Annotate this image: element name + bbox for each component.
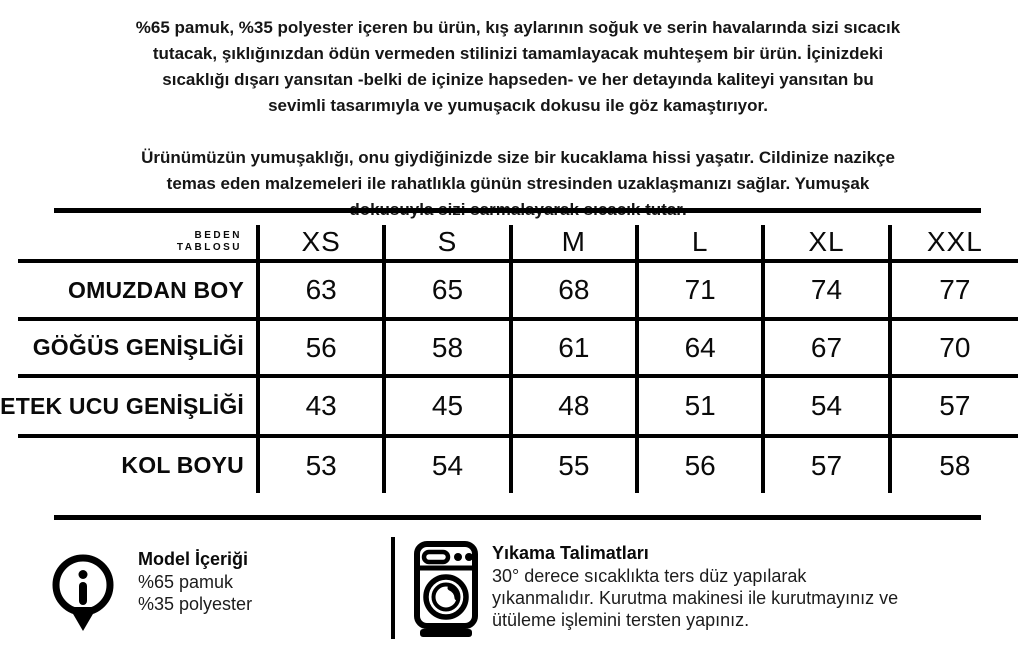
- model-info-block: [138, 547, 252, 615]
- column-header-xxl: XXL: [892, 225, 1018, 263]
- table-top-rule: [54, 208, 981, 213]
- table-cell: 68: [513, 263, 639, 321]
- table-cell: 61: [513, 321, 639, 378]
- info-pin-icon: [52, 552, 114, 640]
- paragraph-line: sevimli tasarımıyla ve yumuşacık dokusu ile göz kamaştırıyor.: [268, 96, 768, 115]
- model-info-line: %35 polyester: [138, 594, 253, 614]
- table-cell: 53: [260, 438, 386, 493]
- row-label-omuzdan-boy: OMUZDAN BOY: [18, 263, 260, 321]
- row-label-kol-boyu: KOL BOYU: [18, 438, 260, 493]
- table-cell: 57: [892, 378, 1018, 438]
- table-cell: 64: [639, 321, 765, 378]
- paragraph-line: temas eden malzemeleri ile rahatlıkla günün stresinden uzaklaşmanızı sağlar. Yumuşak: [166, 174, 870, 193]
- table-cell: 43: [260, 378, 386, 438]
- table-cell: 55: [513, 438, 639, 493]
- description-paragraph-1: [0, 15, 1036, 119]
- row-label-etek-ucu-genisligi: ETEK UCU GENİŞLİĞİ: [18, 378, 260, 438]
- table-cell: 51: [639, 378, 765, 438]
- column-header-xs: XS: [260, 225, 386, 263]
- table-cell: 74: [765, 263, 891, 321]
- table-cell: 54: [386, 438, 512, 493]
- paragraph-line: %65 pamuk, %35 polyester içeren bu ürün, kış aylarının soğuk ve serin havalarında sizi sıcacık: [135, 18, 901, 37]
- paragraph-line: tutacak, şıklığınızdan ödün vermeden stilinizi tamamlayacak muhteşem bir ürün. İçinizdeki: [152, 44, 884, 63]
- column-header-xl: XL: [765, 225, 891, 263]
- row-label-gogus-genisligi: GÖĞÜS GENİŞLİĞİ: [18, 321, 260, 378]
- table-cell: 63: [260, 263, 386, 321]
- size-table-corner-text: BEDEN TABLOSU: [176, 230, 242, 253]
- table-cell: 56: [639, 438, 765, 493]
- table-cell: 45: [386, 378, 512, 438]
- washing-machine-icon: [414, 541, 478, 639]
- column-header-m: M: [513, 225, 639, 263]
- footer-vertical-divider: [391, 537, 395, 639]
- table-cell: 58: [939, 449, 971, 481]
- size-table: [0, 225, 1018, 493]
- table-cell: 58: [386, 321, 512, 378]
- table-cell: 48: [513, 378, 639, 438]
- washing-instructions-block: [492, 541, 932, 631]
- table-cell: 71: [639, 263, 765, 321]
- table-bottom-rule: [54, 515, 981, 520]
- table-cell: 54: [765, 378, 891, 438]
- column-header-s: S: [386, 225, 512, 263]
- model-info-title: Model İçeriği: [138, 549, 249, 569]
- washing-instructions-title: Yıkama Talimatları: [492, 543, 649, 563]
- model-info-line: %65 pamuk: [138, 572, 234, 592]
- table-cell: 70: [892, 321, 1018, 378]
- washing-instructions-line: ütüleme işlemini tersten yapınız.: [492, 610, 750, 630]
- washing-instructions-line: yıkanmalıdır. Kurutma makinesi ile kurutmayınız ve: [492, 588, 899, 608]
- paragraph-line: Ürünümüzün yumuşaklığı, onu giydiğinizde size bir kucaklama hissi yaşatır. Cildinize nazikçe: [141, 148, 895, 167]
- table-cell: 67: [765, 321, 891, 378]
- paragraph-line: sıcaklığı dışarı yansıtan -belki de içinize hapseden- ve her detayında kaliteyi yansıtan bu: [162, 70, 874, 89]
- washing-instructions-line: 30° derece sıcaklıkta ters düz yapılarak: [492, 566, 807, 586]
- product-description: [0, 15, 1036, 223]
- column-header-l: L: [639, 225, 765, 263]
- table-cell: 57: [765, 438, 891, 493]
- table-cell: 77: [892, 263, 1018, 321]
- table-cell: 65: [386, 263, 512, 321]
- table-cell: 56: [260, 321, 386, 378]
- size-table-corner-label: [18, 225, 260, 263]
